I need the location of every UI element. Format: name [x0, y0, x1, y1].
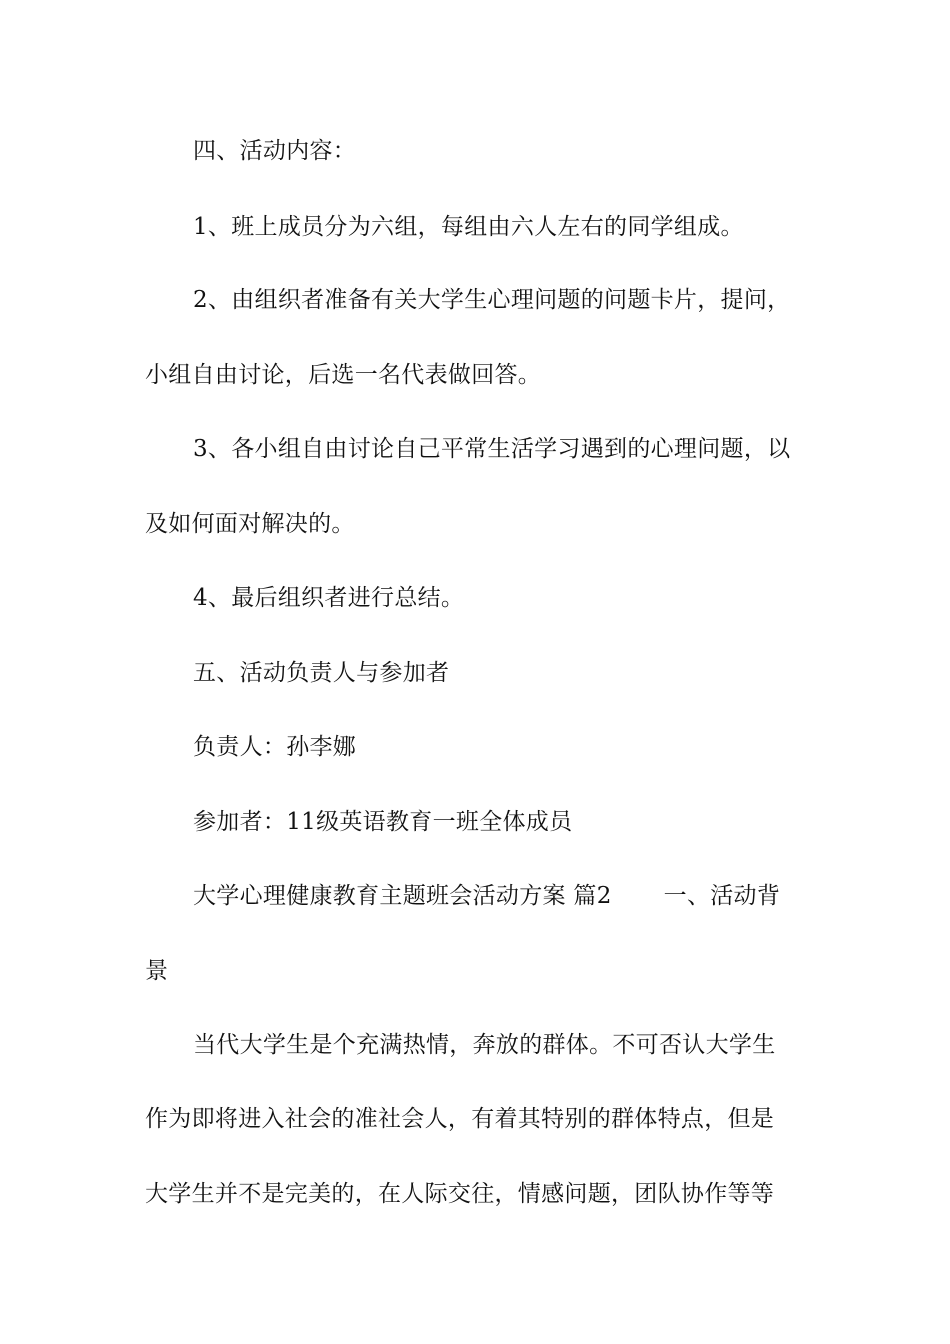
background-paragraph-line-1: 当代大学生是个充满热情，奔放的群体。不可否认大学生 [193, 1032, 776, 1058]
section-heading-activity-content: 四、活动内容： [193, 138, 357, 164]
chapter-title-line [193, 880, 815, 912]
background-paragraph-line-3: 大学生并不是完美的，在人际交往，情感问题，团队协作等等 [145, 1181, 775, 1207]
paragraph-item-1: 1、班上成员分为六组，每组由六人左右的同学组成。 [193, 214, 744, 240]
chapter-title: 大学心理健康教育主题班会活动方案 篇2 [193, 883, 612, 909]
background-heading-part-1: 一、活动背 [663, 883, 781, 909]
paragraph-item-4: 4、最后组织者进行总结。 [193, 585, 465, 611]
paragraph-item-2-line-2: 小组自由讨论，后选一名代表做回答。 [145, 362, 542, 388]
participants-line: 参加者：11级英语教育一班全体成员 [193, 809, 573, 835]
section-heading-leaders: 五、活动负责人与参加者 [193, 660, 450, 686]
background-paragraph-line-2: 作为即将进入社会的准社会人，有着其特别的群体特点，但是 [145, 1106, 775, 1132]
paragraph-item-3-line-2: 及如何面对解决的。 [145, 511, 355, 537]
background-heading-part-2: 景 [145, 958, 169, 984]
paragraph-item-3-line-1: 3、各小组自由讨论自己平常生活学习遇到的心理问题，以 [193, 436, 791, 462]
paragraph-item-2-line-1: 2、由组织者准备有关大学生心理问题的问题卡片，提问， [193, 287, 791, 313]
leader-line: 负责人：孙李娜 [193, 734, 357, 760]
